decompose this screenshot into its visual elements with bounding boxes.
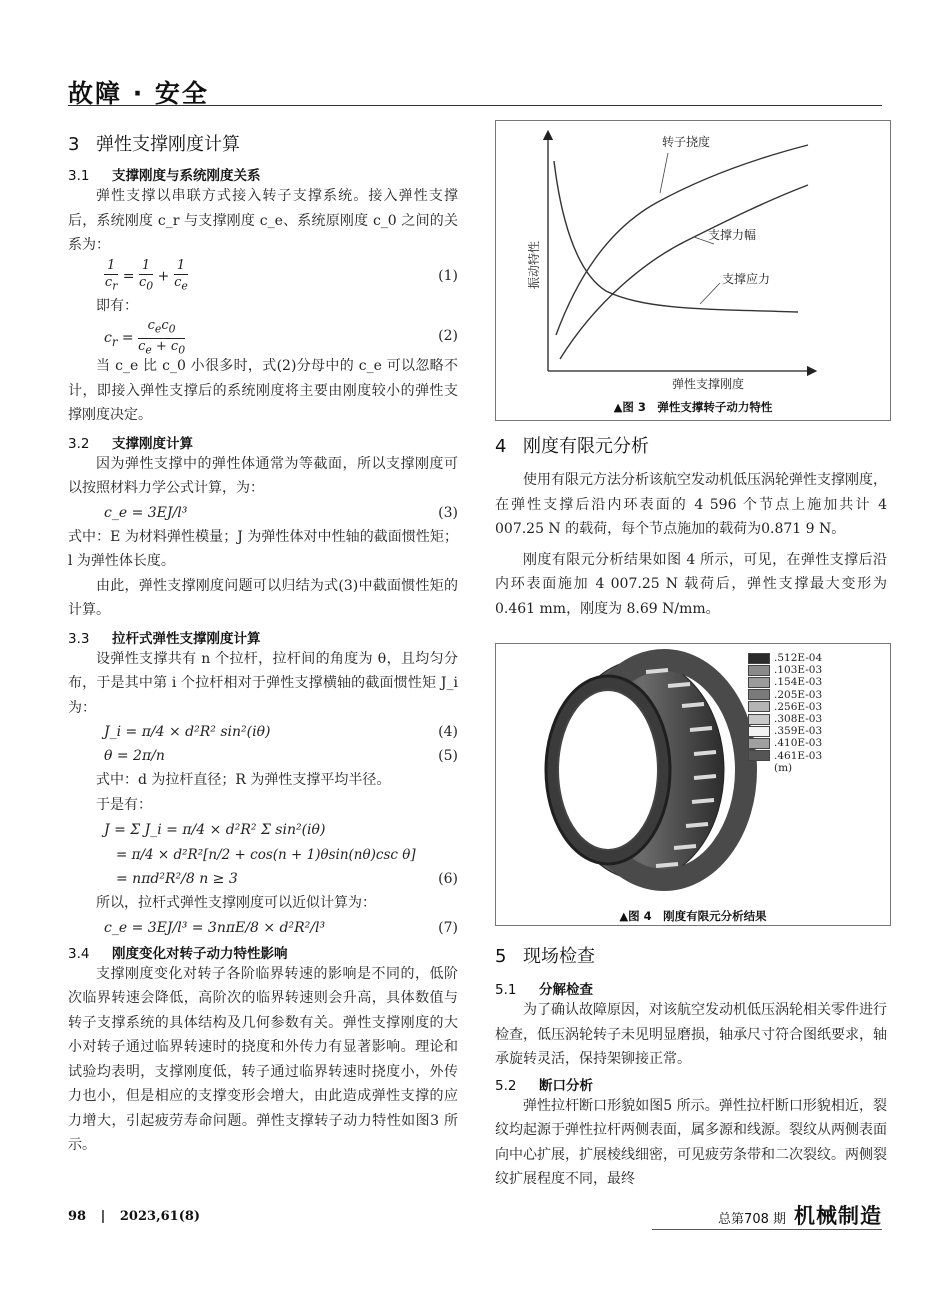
legend-swatch: [748, 738, 770, 749]
journal-brand: 机械制造: [794, 1204, 882, 1228]
subsection-3-1-heading: [68, 164, 458, 184]
equation-6-line-1: [68, 817, 458, 843]
legend-unit-label: (m): [774, 761, 793, 774]
subsection-number: 5.2: [495, 1077, 517, 1094]
legend-label: .256E-03: [774, 700, 823, 713]
legend-item: [748, 713, 822, 725]
legend-swatch: [748, 701, 770, 712]
legend-swatch: [748, 689, 770, 700]
ring-inner-bore: [558, 690, 658, 850]
fraction: $\frac{1}{c_0}$: [138, 257, 154, 293]
figure-3-plot: [496, 121, 890, 391]
curve-deflection: [556, 145, 808, 335]
subsection-number: 3.3: [68, 630, 90, 647]
subsection-title: 拉杆式弹性支撑刚度计算: [112, 630, 261, 647]
paragraph: 弹性拉杆断口形貌如图5 所示。弹性拉杆断口形貌相近，裂纹均起源于弹性拉杆两侧表面，属多源和线源。裂纹从两侧表面向中心扩展，扩展棱线细密，可见疲劳条带和二次裂纹。两侧裂纹扩展程度不同，最终: [495, 1097, 887, 1187]
section-number: 4: [495, 436, 507, 457]
section-title: 刚度有限元分析: [523, 436, 649, 457]
legend-label: .103E-03: [774, 664, 823, 677]
curve-label-stress: 支撑应力: [722, 272, 771, 286]
legend-swatch: [748, 726, 770, 737]
equation-number: (3): [438, 504, 458, 521]
section-3-heading: [68, 130, 458, 156]
equation-4: [68, 720, 458, 744]
equation-text: c_e = 3EJ/l³: [104, 504, 188, 521]
curve-label-force: 支撑力幅: [708, 228, 757, 242]
subsection-title: 支撑刚度与系统刚度关系: [112, 168, 261, 184]
footer-right: [718, 1200, 882, 1230]
equation-2: $c_r$ = $\frac{c_ec_0}{c_e + c_0}$ (2): [104, 318, 458, 357]
legend-unit: [748, 762, 822, 774]
paragraph: 由此，弹性支撑刚度问题可以归结为式(3)中截面惯性矩的计算。: [68, 577, 458, 618]
legend-swatch: [748, 677, 770, 688]
equation-text: = nπd²R²/8 n ≥ 3: [116, 871, 238, 887]
figure-4-caption: ▲图 4 刚度有限元分析结果: [619, 909, 767, 923]
equation-number: (4): [438, 724, 458, 740]
footer-separator: |: [100, 1209, 106, 1224]
subsection-5-2-heading: [495, 1074, 887, 1094]
curve-label-deflection: 转子挠度: [662, 135, 711, 149]
subsection-title: 断口分析: [539, 1077, 593, 1094]
leader-line: [700, 283, 720, 304]
legend-swatch: [748, 653, 770, 664]
right-column-bottom: [495, 942, 887, 1192]
legend-label: .359E-03: [774, 725, 823, 738]
subsection-title: 刚度变化对转子动力特性影响: [112, 945, 288, 962]
footer-left: [68, 1209, 200, 1224]
subsection-number: 5.1: [495, 982, 517, 998]
subsection-title: 分解检查: [539, 982, 593, 998]
subsection-title: 支撑刚度计算: [112, 435, 193, 452]
section-title: 弹性支撑刚度计算: [96, 134, 240, 155]
right-column-top: [495, 432, 887, 621]
legend-label: .205E-03: [774, 688, 823, 701]
equation-number: (5): [438, 748, 458, 764]
total-issue: 总第708 期: [718, 1212, 786, 1227]
equation-number: (7): [438, 919, 458, 936]
figure-4: [495, 643, 891, 926]
fraction: $\frac{1}{c_r}$: [104, 257, 118, 293]
legend-label: .410E-03: [774, 737, 823, 750]
section-title: 现场检查: [523, 946, 595, 967]
subsection-5-1-heading: [495, 978, 887, 998]
section-4-heading: [495, 432, 887, 458]
section-number: 3: [68, 134, 80, 155]
legend-label: .461E-03: [774, 749, 823, 762]
equation-text: θ = 2π/n: [104, 748, 165, 764]
figure-3: [495, 120, 891, 421]
column-header: 故障 · 安全: [68, 79, 209, 108]
equation-number: (2): [438, 328, 458, 344]
equation-1: $\frac{1}{c_r}$ = $\frac{1}{c_0}$ + $\frac{1}{c_e}$ (1): [104, 257, 458, 293]
y-axis-label: 振动特性: [527, 240, 541, 289]
legend-label: .154E-03: [774, 676, 823, 689]
equation-number: (1): [438, 267, 458, 284]
section-5-heading: [495, 942, 887, 968]
paragraph: 式中：d 为拉杆直径；R 为弹性支撑平均半径。: [96, 772, 391, 788]
equation-number: (6): [438, 871, 458, 887]
legend-item: [748, 701, 822, 713]
legend-item: [748, 676, 822, 688]
paragraph: 当 c_e 比 c_0 小很多时，式(2)分母中的 c_e 可以忽略不计，即接入弹性支撑后的系统刚度将主要由刚度较小的弹性支撑刚度决定。: [68, 358, 458, 423]
figure-3-caption: ▲图 3 弹性支撑转子动力特性: [613, 400, 773, 414]
fraction: $\frac{c_ec_0}{c_e + c_0}$: [138, 318, 186, 357]
equation-5: [68, 744, 458, 768]
legend-swatch: [748, 750, 770, 761]
legend-label: .512E-04: [774, 652, 823, 665]
legend-swatch: [748, 665, 770, 676]
paragraph: 式中：E 为材料弹性模量；J 为弹性体对中性轴的截面惯性矩；l 为弹性体长度。: [68, 528, 458, 569]
paragraph: 因为弹性支撑中的弹性体通常为等截面，所以支撑刚度可以按照材料力学公式计算，为：: [68, 455, 458, 496]
equation-text: c_e = 3EJ/l³ = 3nπE/8 × d²R²/l³: [104, 919, 326, 936]
paragraph: 为了确认故障原因，对该航空发动机低压涡轮相关零件进行检查，低压涡轮转子未见明显磨损，轴承尺寸符合图纸要求，轴承旋转灵活，保持架铆接正常。: [495, 1002, 887, 1067]
legend-item: [748, 652, 822, 664]
paragraph: 支撑刚度变化对转子各阶临界转速的影响是不同的，低阶次临界转速会降低，高阶次的临界转速则会升高，具体数值与转子支撑系统的具体结构及几何参数有关。弹性支撑刚度的大小对转子通过临界转速时的挠度和外传力有显著影响。理论和试验均表明，支撑刚度低，转子通过临界转速时挠度小，外传力也小，但是相应的支撑变形会增大，由此造成弹性支撑的应力增大，引起疲劳寿命问题。弹性支撑转子动力特性如图3 所示。: [68, 965, 458, 1153]
issue-info: 2023,61(8): [119, 1209, 201, 1224]
legend-item: [748, 737, 822, 749]
legend-item: [748, 750, 822, 762]
equation-6-line-2: [68, 843, 458, 867]
x-axis-label: 弹性支撑刚度: [672, 377, 745, 391]
equation-6-line-3: [68, 867, 458, 891]
equation-text: J = Σ J_i = π/4 × d²R² Σ sin²(iθ): [104, 822, 326, 838]
left-column: [68, 118, 458, 1158]
curve-force: [560, 185, 808, 359]
paragraph: 设弹性支撑共有 n 个拉杆，拉杆间的角度为 θ，且均匀分布，于是其中第 i 个拉杆相对于弹性支撑横轴的截面惯性矩 J_i 为：: [68, 650, 458, 716]
subsection-3-3-heading: [68, 627, 458, 647]
fraction: $\frac{1}{c_e}$: [174, 257, 188, 293]
equation-3: [68, 501, 458, 525]
equation-7: [68, 916, 458, 940]
curve-stress: [554, 161, 798, 312]
header-rule: [68, 105, 882, 106]
legend: [748, 652, 822, 774]
paragraph: 刚度有限元分析结果如图 4 所示，可见，在弹性支撑后沿内环表面施加 4 007.25 N 载荷后，弹性支撑最大变形为 0.461 mm，刚度为 8.69 N/mm。: [495, 551, 887, 617]
paragraph: 即有：: [96, 297, 138, 314]
paragraph: 使用有限元方法分析该航空发动机低压涡轮弹性支撑刚度，在弹性支撑后沿内环表面的 4 596 个节点上施加共计 4 007.25 N 的载荷，每个节点施加的载荷为0.871 9 N。: [495, 472, 887, 537]
paragraph: 弹性支撑以串联方式接入转子支撑系统。接入弹性支撑后，系统刚度 c_r 与支撑刚度 c_e、系统原刚度 c_0 之间的关系为：: [68, 188, 458, 253]
subsection-number: 3.2: [68, 435, 90, 452]
paragraph: 所以，拉杆式弹性支撑刚度可以近似计算为：: [96, 895, 376, 911]
subsection-3-2-heading: [68, 432, 458, 452]
section-number: 5: [495, 946, 507, 967]
legend-item: [748, 725, 822, 737]
subsection-number: 3.1: [68, 168, 90, 184]
legend-item: [748, 664, 822, 676]
equation-text: = π/4 × d²R²[n/2 + cos(n + 1)θsin(nθ)csc θ]: [116, 847, 416, 863]
legend-item: [748, 689, 822, 701]
page-number: 98: [68, 1209, 87, 1224]
legend-label: .308E-03: [774, 713, 823, 726]
legend-swatch: [748, 714, 770, 725]
leader-line: [660, 153, 668, 193]
subsection-3-4-heading: [68, 942, 458, 962]
figure-4-fea-render: [496, 644, 890, 894]
footer-rule: [652, 1229, 882, 1230]
paragraph: 于是有：: [96, 796, 152, 813]
equation-text: J_i = π/4 × d²R² sin²(iθ): [104, 724, 271, 740]
subsection-number: 3.4: [68, 945, 90, 962]
